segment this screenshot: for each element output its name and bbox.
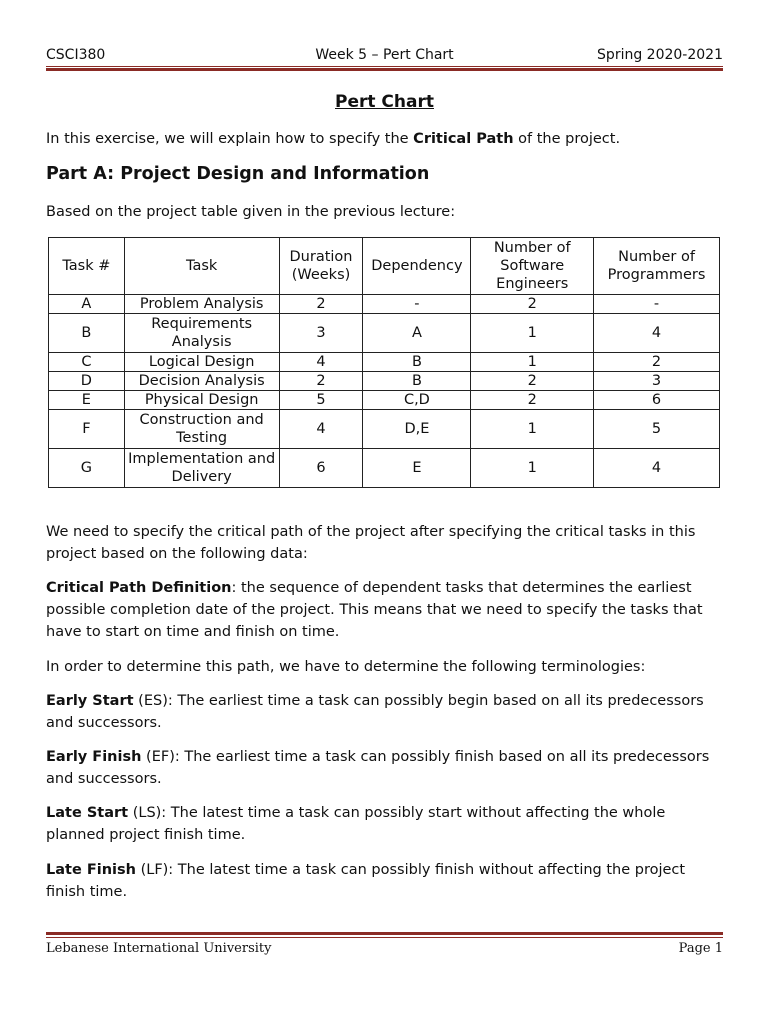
table-cell: Problem Analysis (124, 295, 279, 314)
table-cell: 2 (471, 372, 594, 391)
table-cell: 6 (594, 391, 720, 410)
table-cell: B (363, 353, 471, 372)
table-cell: 2 (279, 372, 363, 391)
critical-path-definition (46, 577, 723, 643)
footer-university: Lebanese International University (46, 941, 272, 956)
late-finish-term: Late Finish (46, 862, 136, 878)
header-rule-thin (46, 66, 723, 67)
table-header-row (49, 238, 720, 295)
table-cell: C (49, 353, 125, 372)
footer-page-number: Page 1 (678, 941, 723, 956)
table-cell: 3 (594, 372, 720, 391)
page-header (46, 47, 723, 65)
critical-path-intro: We need to specify the critical path of the project after specifying the critical tasks in this project based on the following data: (46, 524, 696, 562)
table-cell: 2 (471, 295, 594, 314)
early-start-text: (ES): The earliest time a task can possibly begin based on all its predecessors and successors. (46, 693, 704, 731)
intro-paragraph (46, 128, 723, 150)
table-row (49, 314, 720, 353)
table-cell: Construction and Testing (124, 410, 279, 449)
table-cell: G (49, 449, 125, 488)
footer-rule-thick (46, 932, 723, 935)
critical-path-text: : the sequence of dependent tasks that determines the earliest possible completion date of the project. This means that we need to specify the tasks that have to start on time and finish on time. (46, 580, 703, 640)
table-cell: F (49, 410, 125, 449)
intro-text-after: of the project. (513, 131, 621, 147)
table-cell: 2 (279, 295, 363, 314)
table-cell: A (363, 314, 471, 353)
part-a-heading: Part A: Project Design and Information (46, 164, 430, 184)
header-course: CSCI380 (46, 47, 106, 63)
part-a-lead: Based on the project table given in the previous lecture: (46, 204, 456, 220)
table-cell: Physical Design (124, 391, 279, 410)
table-cell: A (49, 295, 125, 314)
table-cell: 1 (471, 314, 594, 353)
table-header-cell: Number of Programmers (594, 238, 720, 295)
table-cell: 5 (279, 391, 363, 410)
table-cell: Requirements Analysis (124, 314, 279, 353)
intro-bold-term: Critical Path (413, 131, 514, 147)
table-row (49, 372, 720, 391)
table-row (49, 410, 720, 449)
table-row (49, 353, 720, 372)
table-header-cell: Number of Software Engineers (471, 238, 594, 295)
table-cell: 1 (471, 449, 594, 488)
late-finish-text: (LF): The latest time a task can possibly finish without affecting the project finish time. (46, 862, 686, 900)
header-rule-thick (46, 68, 723, 71)
table-cell: 1 (471, 353, 594, 372)
table-cell: 2 (471, 391, 594, 410)
table-cell: C,D (363, 391, 471, 410)
early-start-term: Early Start (46, 693, 134, 709)
table-row (49, 295, 720, 314)
table-row (49, 449, 720, 488)
late-start-term: Late Start (46, 805, 129, 821)
table-cell: 3 (279, 314, 363, 353)
late-finish-definition (46, 859, 723, 903)
table-header-cell: Task (124, 238, 279, 295)
footer-rule-thin (46, 937, 723, 938)
table-cell: Implementation and Delivery (124, 449, 279, 488)
table-cell: 2 (594, 353, 720, 372)
table-cell: - (594, 295, 720, 314)
table-cell: Decision Analysis (124, 372, 279, 391)
table-cell: 1 (471, 410, 594, 449)
late-start-definition (46, 802, 723, 846)
early-finish-text: (EF): The earliest time a task can possibly finish based on all its predecessors and successors. (46, 749, 710, 787)
table-cell: 5 (594, 410, 720, 449)
table-row (49, 391, 720, 410)
table-header-cell: Dependency (363, 238, 471, 295)
early-start-definition (46, 690, 723, 734)
table-header-cell: Task # (49, 238, 125, 295)
intro-text-before: In this exercise, we will explain how to specify the (46, 131, 414, 147)
table-cell: D,E (363, 410, 471, 449)
table-cell: 4 (594, 314, 720, 353)
table-cell: B (363, 372, 471, 391)
table-cell: D (49, 372, 125, 391)
header-topic: Week 5 – Pert Chart (315, 47, 454, 63)
header-term: Spring 2020-2021 (597, 47, 723, 63)
table-cell: E (49, 391, 125, 410)
document-page (46, 0, 723, 1024)
table-cell: 6 (279, 449, 363, 488)
table-cell: - (363, 295, 471, 314)
early-finish-term: Early Finish (46, 749, 142, 765)
table-cell: 4 (279, 410, 363, 449)
project-table (48, 237, 720, 488)
table-cell: E (363, 449, 471, 488)
table-header-cell: Duration (Weeks) (279, 238, 363, 295)
page-title: Pert Chart (335, 92, 434, 112)
table-cell: 4 (594, 449, 720, 488)
terminology-intro: In order to determine this path, we have to determine the following terminologies: (46, 659, 646, 675)
late-start-text: (LS): The latest time a task can possibly start without affecting the whole planned project finish time. (46, 805, 666, 843)
early-finish-definition (46, 746, 723, 790)
table-cell: B (49, 314, 125, 353)
table-cell: 4 (279, 353, 363, 372)
critical-path-term: Critical Path Definition (46, 580, 232, 596)
table-cell: Logical Design (124, 353, 279, 372)
